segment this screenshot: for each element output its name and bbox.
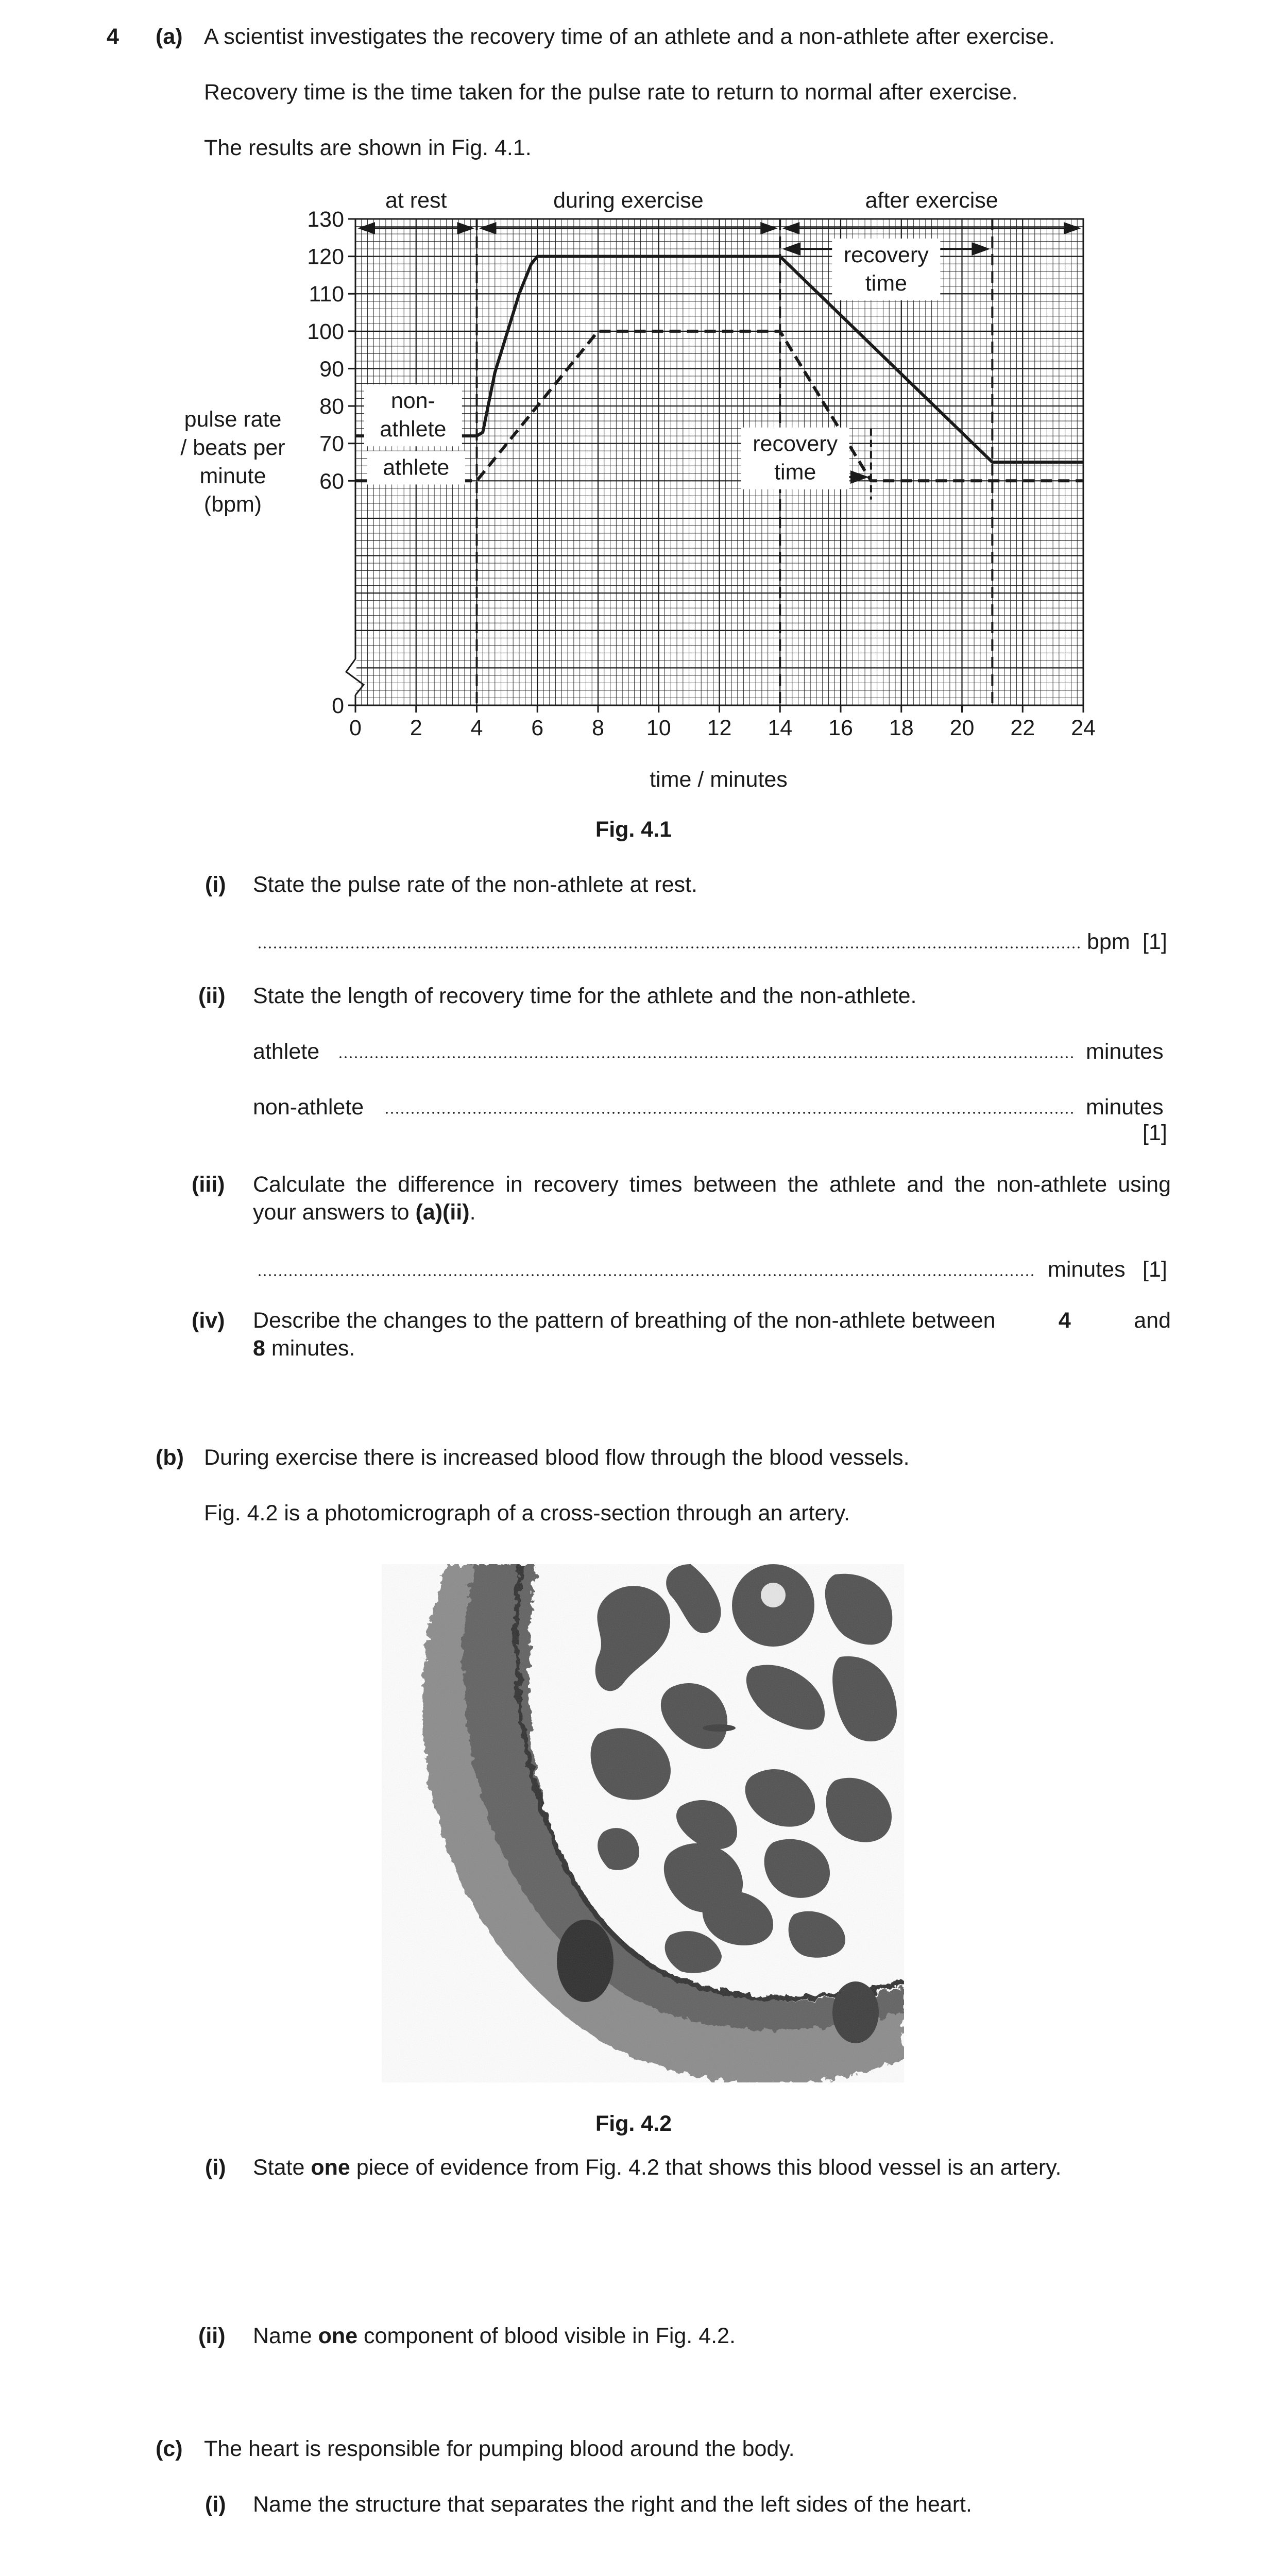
part-a-iv-num-1: 4 [1058,1308,1071,1333]
part-b-i-post: piece of evidence from Fig. 4.2 that shows this blood vessel is an artery. [350,2155,1062,2180]
part-b-text-2: Fig. 4.2 is a photomicrograph of a cross-section through an artery. [204,1501,850,1526]
part-c-text: The heart is responsible for pumping blood around the body. [204,2436,795,2461]
series-label-non-athlete-text: non- [390,388,435,414]
x-tick-label: 18 [889,716,914,740]
phase-arrow-head-left [357,222,375,234]
phase-arrow-head-right [457,222,475,234]
phase-arrow-head-right [760,222,778,234]
phase-arrow-head-left [479,222,497,234]
series-label-athlete [367,451,465,484]
phase-label: at rest [385,188,447,213]
unit-minutes-non-athlete: minutes [1086,1095,1164,1120]
x-axis-title: time / minutes [650,767,788,792]
part-b-label: (b) [156,1445,184,1470]
part-a-iii-ref: (a)(ii) [415,1200,470,1225]
x-tick-label: 20 [949,716,975,740]
fig-4-1-caption: Fig. 4.1 [595,817,672,842]
phase-label: after exercise [865,188,998,213]
x-tick-label: 2 [410,716,422,740]
y-tick-label: 90 [319,357,344,382]
part-b-text-1: During exercise there is increased blood flow through the blood vessels. [204,1445,910,1470]
athlete-label: athlete [253,1039,320,1064]
part-a-iv-text-2 [253,1334,355,1362]
recovery-label-non-athlete [832,239,940,300]
part-b-i-label: (i) [205,2155,226,2180]
y-tick-label: 70 [319,431,344,456]
recovery-label-athlete-text: recovery [753,431,838,456]
y-tick-label: 0 [332,693,344,718]
recovery-label-athlete [741,428,849,489]
y-tick-label: 110 [309,282,344,307]
answer-line-a-i[interactable] [257,946,1081,949]
part-b-i-text [253,2154,1061,2181]
part-a-i-label: (i) [205,872,226,897]
intro-text-1: A scientist investigates the recovery time of an athlete and a non-athlete after exercise. [204,24,1055,49]
mark-a-ii: [1] [1143,1121,1167,1145]
answer-line-a-iii[interactable] [257,1274,1034,1277]
part-a-iv-and: and [1134,1308,1171,1333]
question-number: 4 [107,24,119,49]
recovery-arrow-head-right [850,470,869,484]
y-tick-label: 120 [307,244,344,269]
x-tick-label: 6 [531,716,544,740]
part-b-ii-pre: Name [253,2324,318,2348]
part-b-i-pre: State [253,2155,311,2180]
part-a-iii-text-2c: . [469,1200,476,1225]
intro-text-3: The results are shown in Fig. 4.1. [204,135,532,160]
phase-arrow-head-left [782,222,799,234]
part-a-iii-text-2 [253,1198,476,1226]
y-tick-label: 80 [319,394,344,419]
part-a-iii-text-2a: your answers to [253,1200,416,1225]
x-tick-label: 10 [646,716,671,740]
artery-photomicrograph [382,1564,904,2082]
artery-cross-section-image [382,1564,904,2082]
part-a-ii-text: State the length of recovery time for the athlete and the non-athlete. [253,984,917,1008]
series-label-non-athlete-text: athlete [380,417,447,442]
part-c-i-label: (i) [205,2492,226,2517]
unit-minutes-athlete: minutes [1086,1039,1164,1064]
recovery-arrow-head-right [972,242,990,256]
series-label-non-athlete [364,384,462,446]
part-b-ii-bold: one [318,2324,358,2348]
answer-line-non-athlete[interactable] [384,1111,1075,1114]
x-tick-label: 14 [768,716,793,740]
x-tick-label: 0 [349,716,362,740]
x-tick-label: 22 [1010,716,1035,740]
part-a-i-text: State the pulse rate of the non-athlete at rest. [253,872,697,897]
series-label-athlete-text: athlete [383,455,450,480]
phase-label: during exercise [553,188,704,213]
y-tick-label: 100 [307,319,344,344]
x-tick-label: 4 [470,716,483,740]
answer-line-athlete[interactable] [338,1056,1075,1059]
part-b-i-bold: one [311,2155,350,2180]
x-tick-label: 12 [707,716,732,740]
unit-minutes-a-iii: minutes [1048,1257,1126,1282]
recovery-label-non-athlete-text: recovery [843,243,929,268]
pulse-rate-chart [0,0,1278,824]
mark-a-i: [1] [1143,929,1167,954]
part-b-ii-label: (ii) [198,2324,226,2348]
recovery-label-athlete-text: time [774,460,816,485]
part-a-iii-text-1: Calculate the difference in recovery times between the athlete and the non-athlete using [253,1172,1171,1197]
x-tick-label: 16 [828,716,853,740]
part-a-iv-text-1 [253,1307,1171,1334]
phase-arrow-head-right [1064,222,1081,234]
part-a-iv-text-2-post: minutes. [265,1336,355,1361]
recovery-arrow-head-left [782,242,800,256]
part-a-label: (a) [156,24,183,49]
part-b-ii-post: component of blood visible in Fig. 4.2. [357,2324,736,2348]
part-c-i-text: Name the structure that separates the right and the left sides of the heart. [253,2492,972,2517]
y-axis-title-line: / beats per [180,435,285,460]
part-a-iii-label: (iii) [192,1172,225,1197]
part-a-iv-label: (iv) [192,1308,225,1333]
y-axis-title-line: (bpm) [203,492,262,517]
y-tick-label: 60 [319,469,344,494]
unit-bpm: bpm [1087,929,1130,954]
part-a-iv-text-1-pre: Describe the changes to the pattern of breathing of the non-athlete between [253,1308,996,1333]
axis-break-mask [344,659,356,695]
y-axis-title-line: pulse rate [184,407,282,432]
part-c-label: (c) [156,2436,183,2461]
mark-a-iii: [1] [1143,1257,1167,1282]
fig-4-2-caption: Fig. 4.2 [595,2111,672,2136]
y-tick-label: 130 [307,207,344,232]
non-athlete-label: non-athlete [253,1095,364,1120]
part-b-ii-text [253,2322,736,2350]
intro-text-2: Recovery time is the time taken for the pulse rate to return to normal after exercise. [204,80,1018,105]
recovery-label-non-athlete-text: time [865,271,907,296]
part-a-ii-label: (ii) [198,984,226,1008]
part-a-iv-num-2: 8 [253,1336,265,1361]
x-tick-label: 8 [592,716,604,740]
x-tick-label: 24 [1071,716,1096,740]
y-axis-title-line: minute [199,464,266,488]
